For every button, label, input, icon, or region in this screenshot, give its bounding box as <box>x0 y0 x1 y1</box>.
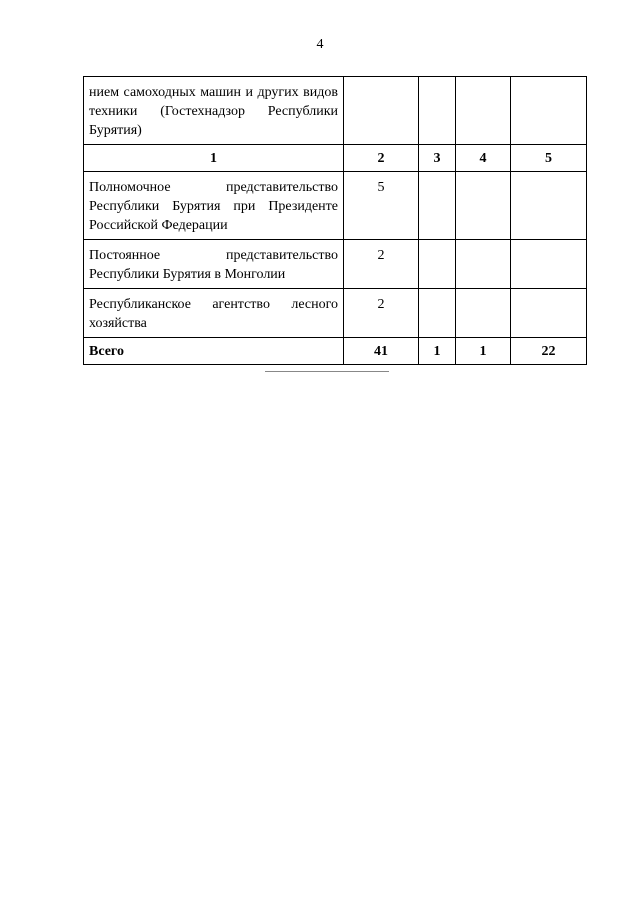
value-cell-col4 <box>456 172 511 240</box>
continuation-table <box>83 76 587 145</box>
total-label-cell: Всего <box>84 338 344 365</box>
value-cell-col2: 5 <box>344 172 419 240</box>
header-cell-col5: 5 <box>511 145 587 172</box>
total-cell-col4: 1 <box>456 338 511 365</box>
value-cell-col3 <box>419 77 456 145</box>
header-cell-col4: 4 <box>456 145 511 172</box>
header-cell-col3: 3 <box>419 145 456 172</box>
table-total-row <box>84 338 587 365</box>
value-cell-col5 <box>511 240 587 289</box>
value-cell-col5 <box>511 289 587 338</box>
total-cell-col3: 1 <box>419 338 456 365</box>
value-cell-col2: 2 <box>344 289 419 338</box>
value-cell-col3 <box>419 240 456 289</box>
total-cell-col5: 22 <box>511 338 587 365</box>
table-row <box>84 172 587 240</box>
value-cell-col5 <box>511 172 587 240</box>
value-cell-col4 <box>456 77 511 145</box>
agency-name-cell: Постоянное представительство Республики Бурятия в Монголии <box>84 240 344 289</box>
agency-name-cell: Республиканское агентство лесного хозяйства <box>84 289 344 338</box>
table-row <box>84 77 587 145</box>
value-cell-col5 <box>511 77 587 145</box>
staff-table <box>83 144 587 365</box>
agency-name-cell: Полномочное представительство Республики Бурятия при Президенте Российской Федерации <box>84 172 344 240</box>
value-cell-col3 <box>419 289 456 338</box>
agency-name-cell: нием самоходных машин и других видов техники (Гостехнадзор Республики Бурятия) <box>84 77 344 145</box>
total-cell-col2: 41 <box>344 338 419 365</box>
header-cell-col2: 2 <box>344 145 419 172</box>
table-row <box>84 289 587 338</box>
end-divider-line <box>265 371 389 372</box>
table-header-row <box>84 145 587 172</box>
header-cell-col1: 1 <box>84 145 344 172</box>
value-cell-col3 <box>419 172 456 240</box>
value-cell-col4 <box>456 240 511 289</box>
value-cell-col4 <box>456 289 511 338</box>
value-cell-col2: 2 <box>344 240 419 289</box>
page-number: 4 <box>316 37 324 52</box>
table-row <box>84 240 587 289</box>
value-cell-col2 <box>344 77 419 145</box>
